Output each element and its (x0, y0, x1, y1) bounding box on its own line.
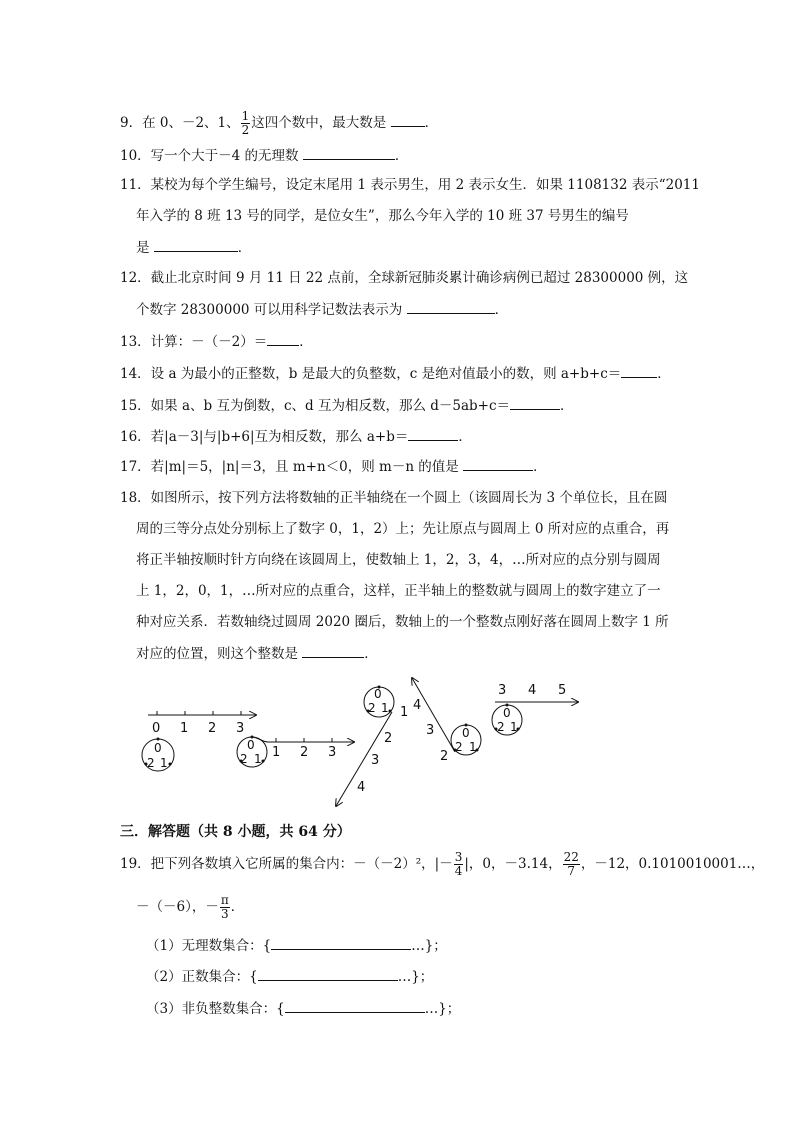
set-tail: …}； (397, 969, 434, 985)
question-12-line-1: 12．截止北京时间 9 月 11 日 22 点前，全球新冠肺炎累计确诊病例已超过 28300000 例，这 (120, 270, 689, 286)
question-11-line-1: 11．某校为每个学生编号，设定末尾用 1 表示男生，用 2 表示女生．如果 1108132 表示“2011 (120, 177, 700, 193)
period: ． (494, 302, 509, 318)
answer-blank[interactable] (285, 999, 425, 1013)
set-tail: …}； (411, 938, 447, 954)
fraction-denominator: 2 (241, 123, 250, 137)
fig3-label-1: 1 (400, 705, 409, 720)
axis2-label-1: 1 (272, 745, 281, 760)
question-18-line-1: 18．如图所示，按下列方法将数轴的正半轴绕在一个圆上（该圆周长为 3 个单位长，且在圆 (120, 490, 668, 506)
set-tail: …}； (424, 1001, 461, 1017)
q9-text: 9．在 0、－2、1、 (120, 115, 240, 131)
q10-text: 10．写一个大于－4 的无理数 (120, 148, 299, 164)
circle4-label-2: 2 (455, 740, 463, 754)
fraction-denominator: 4 (454, 864, 463, 878)
fig5-axis-3: 3 (498, 683, 507, 698)
set-label: （3）非负整数集合：{ (146, 1001, 285, 1017)
set-label: （1）无理数集合：{ (146, 938, 272, 954)
circle4-label-0: 0 (462, 726, 470, 740)
fraction-numerator: 22 (563, 850, 579, 864)
period: ． (533, 459, 547, 475)
fig4-diag-4: 4 (413, 698, 422, 713)
q19-text-e: ． (230, 899, 245, 915)
set-label: （2）正数集合：{ (146, 969, 258, 985)
q15-text: 15．如果 a、b 互为倒数，c、d 互为相反数，那么 d－5ab+c＝ (120, 398, 511, 414)
circle2-label-1: 1 (254, 752, 262, 766)
fraction-numerator: 1 (241, 109, 250, 123)
section-3-heading: 三．解答题（共 8 小题，共 64 分） (120, 824, 351, 840)
axis2-label-2: 2 (300, 745, 309, 760)
question-18-line-5: 种对应关系．若数轴绕过圆周 2020 圈后，数轴上的一个整数点刚好落在圆周上数字 1 所 (136, 614, 669, 630)
circle3-label-1: 1 (381, 701, 389, 715)
answer-blank[interactable] (258, 967, 398, 981)
q14-text: 14．设 a 为最小的正整数，b 是最大的负整数，c 是绝对值最小的数，则 a+b+c＝ (120, 366, 622, 382)
circle5-label-1: 1 (510, 720, 518, 734)
circle1-label-0: 0 (154, 741, 162, 755)
fraction-3-4 (454, 851, 464, 878)
circle4-label-1: 1 (469, 740, 477, 754)
q19-text-b: |，0，－3.14， (464, 856, 562, 872)
period: ． (657, 366, 671, 382)
circle2-label-0: 0 (247, 738, 255, 752)
q17-text: 17．若|m|＝5，|n|＝3，且 m+n＜0，则 m－n 的值是 (120, 459, 459, 475)
question-18-line-4: 上 1，2，0，1，…所对应的点重合，这样，正半轴上的整数就与圆周上的数字建立了一 (136, 583, 661, 599)
q19-text-c: ，－12，0.1010010001…， (580, 856, 765, 872)
period: ． (394, 148, 409, 164)
q13-text: 13．计算：－（－2）＝ (120, 334, 268, 350)
fig3-diag-4: 4 (357, 780, 366, 795)
circle3-label-0: 0 (374, 687, 382, 701)
fig3-diag-3: 3 (371, 753, 380, 768)
period: ． (364, 646, 378, 662)
circle5-label-2: 2 (497, 720, 505, 734)
period: ． (424, 115, 439, 131)
axis1-label-2: 2 (208, 721, 217, 736)
fig4-diag-2: 2 (440, 749, 449, 764)
question-11-line-2: 年入学的 8 班 13 号的同学，是位女生”，那么今年入学的 10 班 37 号男生的编号 (136, 208, 629, 224)
q19-text-a: 19．把下列各数填入它所属的集合内：－（－2）²，|－ (120, 856, 453, 872)
fraction-numerator: 3 (454, 850, 463, 864)
circle2-label-2: 2 (240, 752, 248, 766)
axis1-label-3: 3 (236, 721, 245, 736)
fraction-pi-3 (220, 894, 230, 921)
circle3-label-2: 2 (368, 701, 376, 715)
answer-blank[interactable] (271, 936, 411, 950)
fig5-axis-4: 4 (528, 683, 537, 698)
question-18-line-2: 周的三等分点处分别标上了数字 0，1，2）上；先让原点与圆周上 0 所对应的点重合，再 (136, 521, 670, 537)
fraction-denominator: 7 (567, 864, 576, 878)
q19-text-d: －（－6），－ (136, 899, 219, 915)
period: ． (560, 398, 574, 414)
period: ． (458, 429, 472, 445)
q16-text: 16．若|a－3|与|b+6|互为相反数，那么 a+b＝ (120, 429, 409, 445)
set-irrational (146, 936, 447, 955)
axis1-label-1: 1 (180, 721, 189, 736)
set-nonnegative-integer (146, 999, 460, 1018)
fraction-22-7 (563, 851, 580, 878)
circle1-label-2: 2 (147, 756, 155, 770)
fig5-axis-5: 5 (558, 683, 567, 698)
period: ． (299, 334, 313, 350)
q12-text: 个数字 28300000 可以用科学记数法表示为 (136, 302, 403, 318)
fig3-diag-2: 2 (384, 731, 393, 746)
question-19-line-2 (136, 894, 244, 921)
q11-text: 是 (136, 240, 150, 256)
axis1-label-0: 0 (152, 721, 161, 736)
question-18-line-3: 将正半轴按顺时针方向绕在该圆周上，使数轴上 1，2，3，4，…所对应的点分别与圆周 (136, 552, 661, 568)
q9-text-2: 这四个数中，最大数是 (251, 115, 387, 131)
circle1-label-1: 1 (160, 756, 168, 770)
fraction-numerator: π (220, 893, 229, 907)
question-19-line-1 (120, 851, 764, 878)
q18-text: 对应的位置，则这个整数是 (136, 646, 298, 662)
fig4-diag-3: 3 (426, 723, 435, 738)
period: ． (237, 240, 252, 256)
axis2-label-3: 3 (328, 745, 337, 760)
set-positive (146, 967, 433, 986)
circle5-label-0: 0 (503, 706, 511, 720)
fraction-denominator: 3 (220, 907, 229, 921)
